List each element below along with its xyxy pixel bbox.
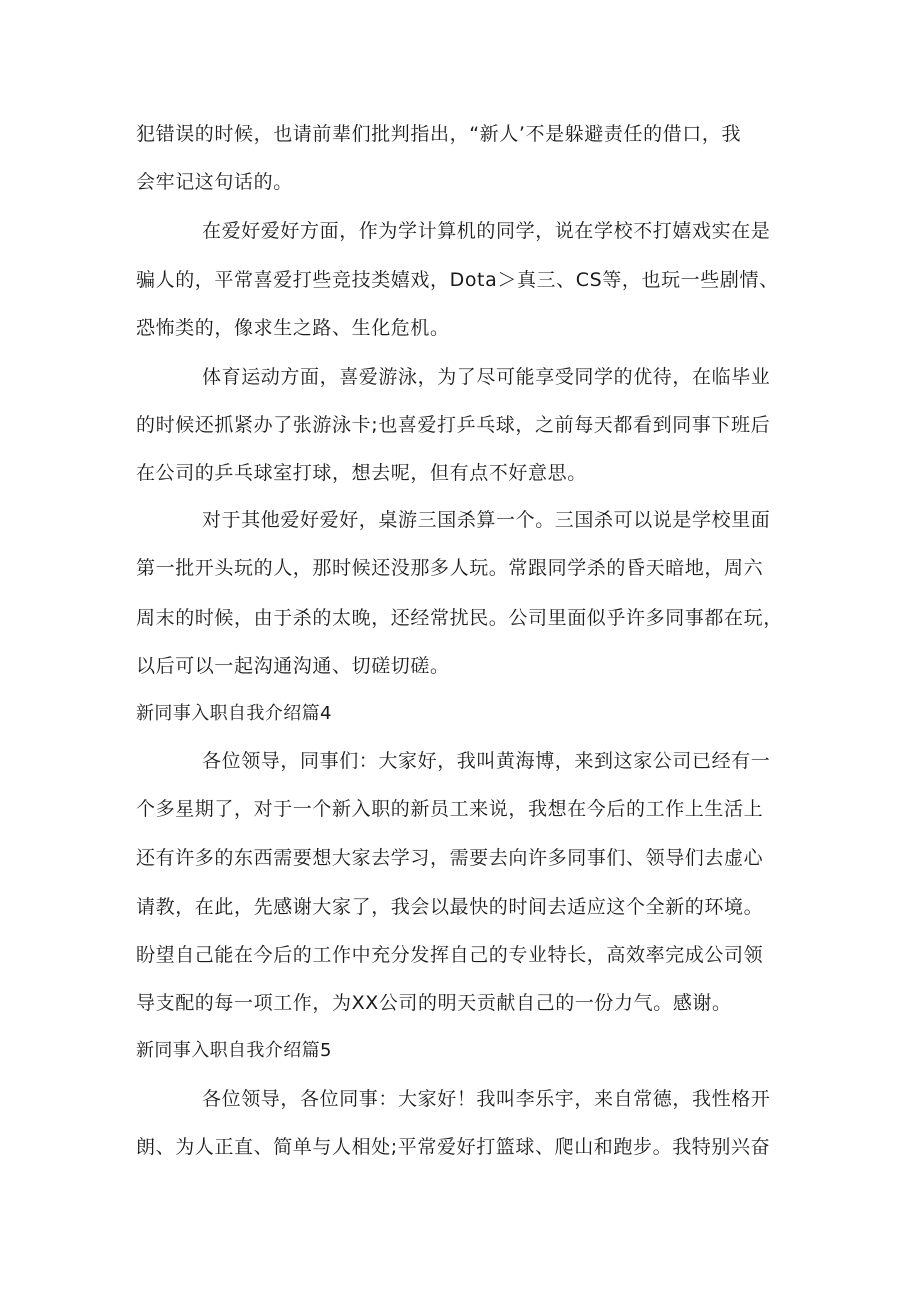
paragraph-line: 骗人的，平常喜爱打些竞技类嬉戏，Dota＞真三、CS等，也玩一些剧情、: [136, 269, 779, 291]
paragraph-line: 盼望自己能在今后的工作中充分发挥自己的专业特长，高效率完成公司领: [136, 944, 764, 966]
paragraph-line: 会牢记这句话的。: [136, 171, 293, 193]
paragraph-first-line: 各位领导，同事们：大家好，我叫黄海博，来到这家公司已经有一: [202, 750, 771, 772]
paragraph-first-line: 在爱好爱好方面，作为学计算机的同学，说在学校不打嬉戏实在是: [202, 220, 771, 242]
paragraph-line: 的时候还抓紧办了张游泳卡;也喜爱打乒乓球，之前每天都看到同事下班后: [136, 414, 771, 436]
paragraph-line: 请教，在此，先感谢大家了，我会以最快的时间去适应这个全新的环境。: [136, 896, 764, 918]
paragraph-line: 周末的时候，由于杀的太晚，还经常扰民。公司里面似乎许多同事都在玩，: [136, 607, 783, 629]
paragraph-line: 第一批开头玩的人，那时候还没那多人玩。常跟同学杀的昏天暗地，周六: [136, 557, 764, 579]
paragraph-line: 恐怖类的，像求生之路、生化危机。: [136, 317, 450, 339]
section-heading: 新同事入职自我介绍篇4: [136, 703, 332, 724]
paragraph-line: 在公司的乒乓球室打球，想去呢，但有点不好意思。: [136, 462, 587, 484]
paragraph-first-line: 对于其他爱好爱好，桌游三国杀算一个。三国杀可以说是学校里面: [202, 509, 771, 531]
paragraph-line: 以后可以一起沟通沟通、切磋切磋。: [136, 655, 450, 677]
paragraph-first-line: 各位领导，各位同事：大家好！我叫李乐宇，来自常德，我性格开: [202, 1088, 771, 1110]
section-heading: 新同事入职自我介绍篇5: [136, 1040, 332, 1061]
paragraph-line: 朗、为人正直、简单与人相处;平常爱好打篮球、爬山和跑步。我特别兴奋: [136, 1136, 771, 1158]
paragraph-first-line: 体育运动方面，喜爱游泳，为了尽可能享受同学的优待，在临毕业: [202, 366, 771, 388]
paragraph-line: 还有许多的东西需要想大家去学习，需要去向许多同事们、领导们去虚心: [136, 847, 764, 869]
paragraph-line: 导支配的每一项工作，为XX公司的明天贡献自己的一份力气。感谢。: [136, 992, 732, 1014]
paragraph-line: 犯错误的时候，也请前辈们批判指出，“新人’不是躲避责任的借口，我: [136, 123, 742, 145]
paragraph-line: 个多星期了，对于一个新入职的新员工来说，我想在今后的工作上生活上: [136, 798, 764, 820]
